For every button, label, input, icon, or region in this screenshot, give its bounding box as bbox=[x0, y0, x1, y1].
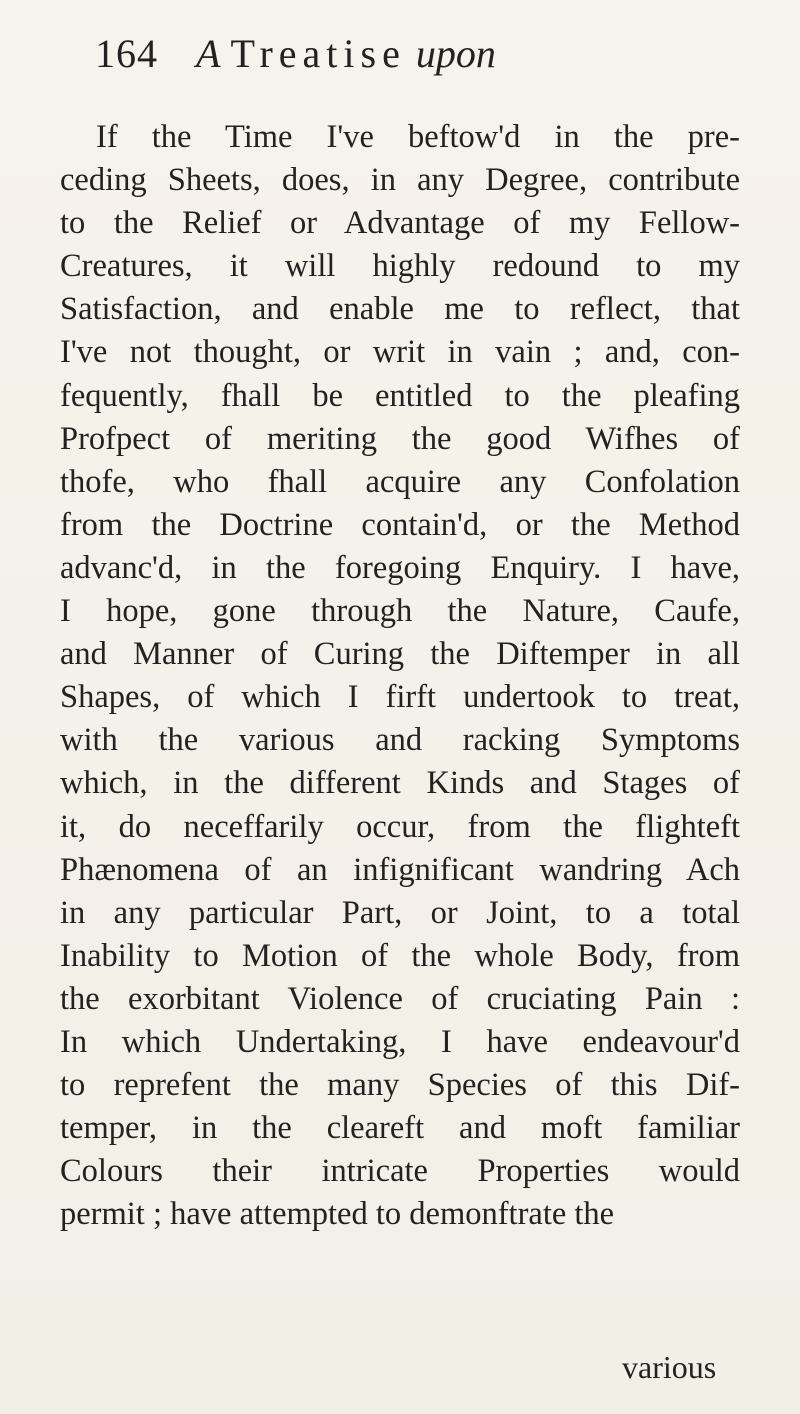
text-line: and Manner of Curing the Diftemper in all bbox=[60, 636, 740, 673]
text-line: temper, in the cleareft and moft familiar bbox=[60, 1110, 740, 1147]
text-line: it, do neceffarily occur, from the flighteft bbox=[60, 808, 740, 845]
text-line: Phænomena of an infignificant wandring Ach bbox=[60, 851, 740, 888]
title-main: Treatise bbox=[230, 31, 406, 76]
text-line: ceding Sheets, does, in any Degree, contribute bbox=[60, 162, 740, 199]
text-line: permit ; have attempted to demonftrate the bbox=[60, 1196, 615, 1233]
text-line: fequently, fhall be entitled to the pleafing bbox=[60, 377, 740, 414]
text-line: with the various and racking Symptoms bbox=[60, 722, 740, 759]
text-line: If the Time I've beftow'd in the pre- bbox=[96, 119, 740, 155]
text-line: to reprefent the many Species of this Dif- bbox=[60, 1067, 740, 1104]
text-line: from the Doctrine contain'd, or the Method bbox=[60, 506, 740, 543]
text-line: I've not thought, or writ in vain ; and, con- bbox=[60, 334, 740, 371]
body-text bbox=[60, 116, 740, 1236]
text-line: Colours their intricate Properties would bbox=[60, 1153, 740, 1190]
catchword: various bbox=[622, 1349, 717, 1385]
text-line: which, in the different Kinds and Stages of bbox=[60, 765, 740, 802]
text-line: Profpect of meriting the good Wifhes of bbox=[60, 420, 740, 457]
text-line: advanc'd, in the foregoing Enquiry. I have, bbox=[60, 549, 740, 586]
title-suffix: upon bbox=[415, 31, 496, 76]
text-line: to the Relief or Advantage of my Fellow- bbox=[60, 205, 740, 242]
text-line: the exorbitant Violence of cruciating Pain : bbox=[60, 980, 740, 1017]
text-line: in any particular Part, or Joint, to a total bbox=[60, 894, 740, 931]
running-title bbox=[196, 30, 496, 77]
text-line: In which Undertaking, I have endeavour'd bbox=[60, 1023, 740, 1060]
text-line: I hope, gone through the Nature, Caufe, bbox=[60, 593, 740, 630]
text-line: Shapes, of which I firft undertook to treat, bbox=[60, 679, 740, 716]
text-line: Creatures, it will highly redound to my bbox=[60, 248, 740, 285]
text-line: Satisfaction, and enable me to reflect, that bbox=[60, 291, 740, 328]
text-line: Inability to Motion of the whole Body, from bbox=[60, 937, 740, 974]
running-header bbox=[95, 30, 496, 110]
title-prefix: A bbox=[196, 31, 221, 76]
text-line: thofe, who fhall acquire any Confolation bbox=[60, 463, 740, 500]
page-number: 164 bbox=[95, 31, 158, 76]
